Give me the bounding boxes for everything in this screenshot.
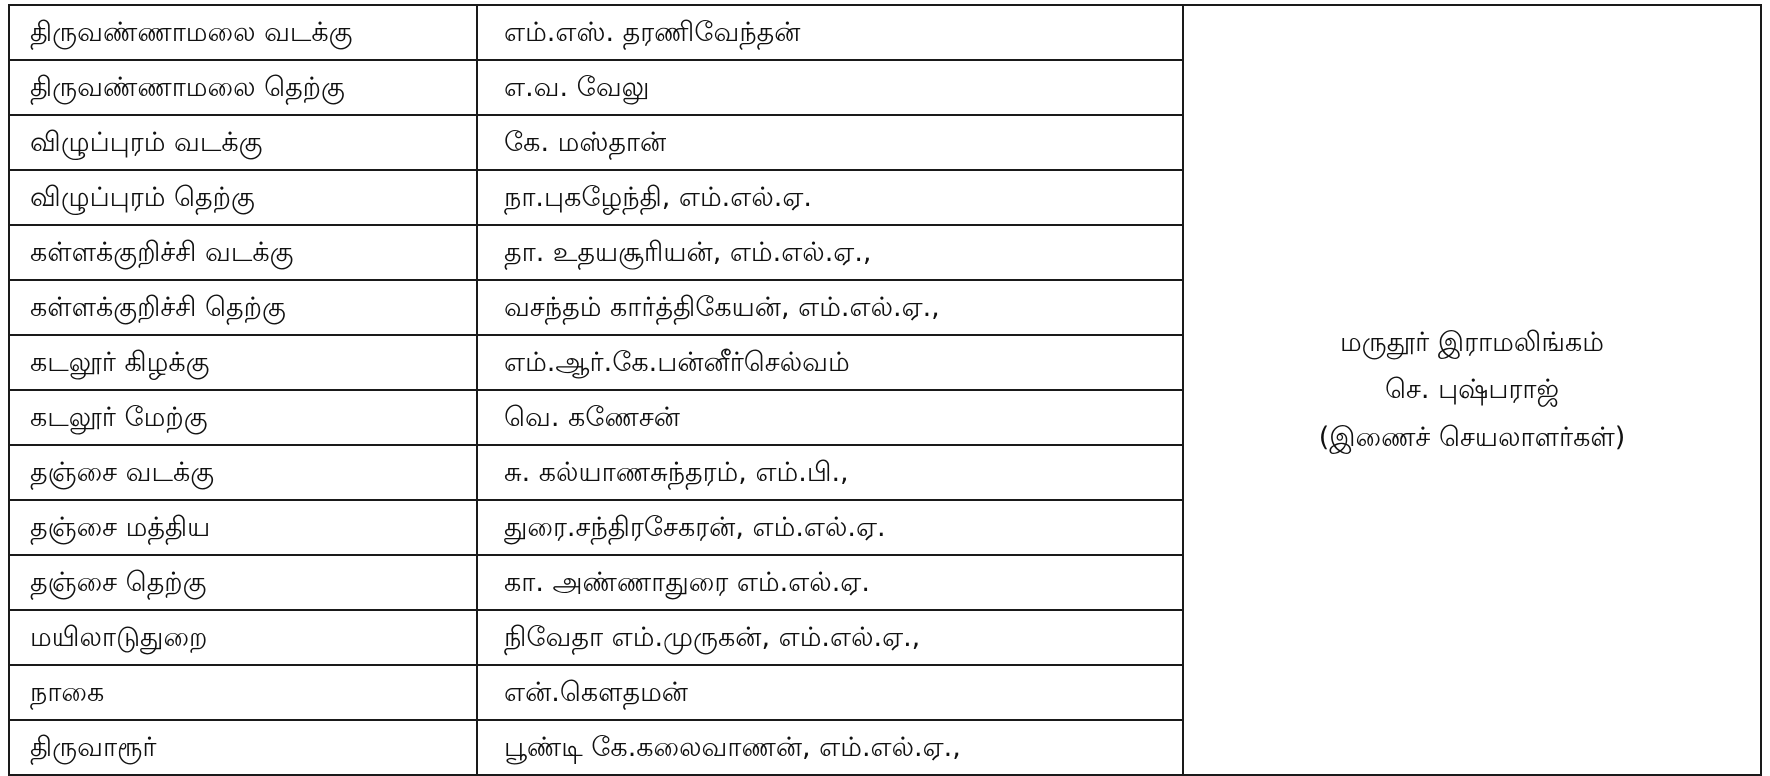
secretary-cell: நா.புகழேந்தி, எம்.எல்.ஏ. [477,170,1183,225]
district-cell: திருவண்ணாமலை வடக்கு [9,5,477,60]
secretary-cell: சு. கல்யாணசுந்தரம், எம்.பி., [477,445,1183,500]
joint-secretaries-title: (இணைச் செயலாளர்கள்) [1318,421,1626,453]
secretary-cell: நிவேதா எம்.முருகன், எம்.எல்.ஏ., [477,610,1183,665]
secretary-cell: எ.வ. வேலு [477,60,1183,115]
district-cell: விழுப்புரம் தெற்கு [9,170,477,225]
secretary-cell: என்.கௌதமன் [477,665,1183,720]
table-body [9,5,1761,775]
district-cell: மயிலாடுதுறை [9,610,477,665]
district-cell: தஞ்சை மத்திய [9,500,477,555]
district-cell: விழுப்புரம் வடக்கு [9,115,477,170]
secretary-cell: துரை.சந்திரசேகரன், எம்.எல்.ஏ. [477,500,1183,555]
joint-secretary-name: மருதூர் இராமலிங்கம் [1339,327,1605,359]
district-cell: தஞ்சை வடக்கு [9,445,477,500]
district-cell: திருவண்ணாமலை தெற்கு [9,60,477,115]
district-cell: கடலூர் மேற்கு [9,390,477,445]
district-cell: தஞ்சை தெற்கு [9,555,477,610]
secretary-cell: தா. உதயசூரியன், எம்.எல்.ஏ., [477,225,1183,280]
district-cell: கடலூர் கிழக்கு [9,335,477,390]
table-row [9,5,1761,60]
joint-secretaries-cell [1183,5,1761,775]
secretary-cell: எம்.எஸ். தரணிவேந்தன் [477,5,1183,60]
joint-secretary-name: செ. புஷ்பராஜ் [1384,374,1560,406]
secretary-cell: எம்.ஆர்.கே.பன்னீர்செல்வம் [477,335,1183,390]
secretary-cell: வெ. கணேசன் [477,390,1183,445]
secretary-cell: வசந்தம் கார்த்திகேயன், எம்.எல்.ஏ., [477,280,1183,335]
district-cell: கள்ளக்குறிச்சி வடக்கு [9,225,477,280]
district-cell: நாகை [9,665,477,720]
secretary-cell: கா. அண்ணாதுரை எம்.எல்.ஏ. [477,555,1183,610]
district-cell: கள்ளக்குறிச்சி தெற்கு [9,280,477,335]
district-secretaries-table [8,4,1762,776]
secretary-cell: பூண்டி கே.கலைவாணன், எம்.எல்.ஏ., [477,720,1183,775]
district-cell: திருவாரூர் [9,720,477,775]
secretary-cell: கே. மஸ்தான் [477,115,1183,170]
